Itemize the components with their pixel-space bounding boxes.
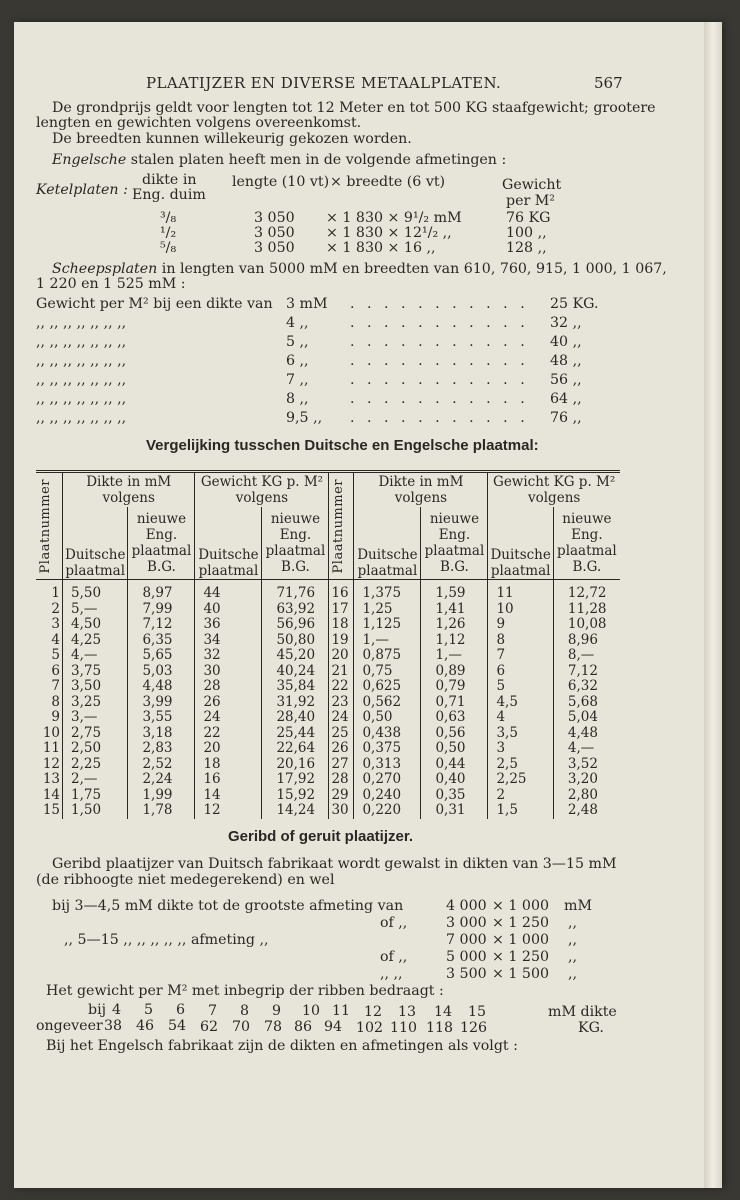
- table-cell: 50,80: [262, 633, 329, 649]
- table-cell: 11,28: [553, 602, 620, 618]
- table-cell: 4,—: [553, 741, 620, 757]
- gewicht-lead: ,, ,, ,, ,, ,, ,, ,,: [36, 372, 127, 388]
- table-cell: 56,96: [262, 617, 329, 633]
- header-duitsche: Duitsche plaatmal: [354, 507, 421, 580]
- table-row: [36, 695, 620, 711]
- table-cell: 0,313: [354, 757, 421, 773]
- table-cell: 0,875: [354, 648, 421, 664]
- table-cell: 1,5: [488, 803, 553, 819]
- table-cell: 24: [329, 710, 354, 726]
- table-cell: 24: [195, 710, 262, 726]
- gewicht-value: 94: [324, 1019, 343, 1036]
- table-cell: 30: [195, 664, 262, 680]
- table-cell: 8,97: [128, 580, 195, 602]
- ketel-row-3-lengte: 3 050: [254, 240, 295, 256]
- table-row: [36, 772, 620, 788]
- ketel-row-2-dikte: ¹/₂: [160, 225, 177, 241]
- gewicht-lead: Gewicht per M² bij een dikte van: [36, 296, 273, 312]
- intro-line-3: De breedten kunnen willekeurig gekozen worden.: [52, 131, 412, 147]
- table-cell: 2,24: [128, 772, 195, 788]
- table-cell: 26: [329, 741, 354, 757]
- table-cell: 0,438: [354, 726, 421, 742]
- header-duitsche: Duitsche plaatmal: [63, 507, 128, 580]
- table-cell: 1,26: [421, 617, 488, 633]
- dim-row-b: × 1 000: [492, 932, 550, 948]
- table-cell: 1,375: [354, 580, 421, 602]
- table-row: [36, 633, 620, 649]
- table-row: [36, 710, 620, 726]
- ketel-col-gewicht-2: per M²: [506, 193, 555, 209]
- gewicht-dikte: 4 ,,: [286, 315, 309, 331]
- table-cell: 0,625: [354, 679, 421, 695]
- table-cell: 3,50: [63, 679, 128, 695]
- table-cell: 2,25: [63, 757, 128, 773]
- dikte-value: 13: [398, 1003, 417, 1020]
- gewicht-value: 70: [232, 1018, 251, 1035]
- leader-dots: . . . . . . . . . . .: [350, 334, 529, 350]
- table-cell: 30: [329, 803, 354, 819]
- leader-dots: . . . . . . . . . . .: [350, 372, 529, 388]
- table-cell: 1,41: [421, 602, 488, 618]
- table-cell: 5,03: [128, 664, 195, 680]
- table-cell: 20: [195, 741, 262, 757]
- ketel-row-2-gewicht: 100 ,,: [506, 225, 547, 241]
- geribd-p1-line-1: Geribd plaatijzer van Duitsch fabrikaat wordt gewalst in dikten van 3—15 mM: [52, 856, 617, 872]
- ketel-row-1-lengte: 3 050: [254, 210, 295, 226]
- gewicht-value: 64 ,,: [550, 391, 582, 407]
- leader-dots: . . . . . . . . . . .: [350, 391, 529, 407]
- table-cell: 0,63: [421, 710, 488, 726]
- header-nieuwe: nieuwe Eng. plaatmal B.G.: [128, 507, 195, 580]
- table-cell: 17: [329, 602, 354, 618]
- intro-line-2: lengten en gewichten volgens overeenkomst.: [36, 115, 362, 131]
- table-cell: 0,50: [421, 741, 488, 757]
- table-cell: 8,—: [553, 648, 620, 664]
- table-cell: 40,24: [262, 664, 329, 680]
- dim-row-u: ,,: [568, 915, 578, 931]
- table-cell: 3,55: [128, 710, 195, 726]
- ketel-row-2-breedte: × 1 830 × 12¹/₂ ,,: [326, 225, 452, 241]
- table-cell: 5,—: [63, 602, 128, 618]
- table-cell: 1,125: [354, 617, 421, 633]
- table-cell: 1,25: [354, 602, 421, 618]
- table-cell: 22,64: [262, 741, 329, 757]
- table-cell: 0,56: [421, 726, 488, 742]
- table-cell: 4,48: [553, 726, 620, 742]
- gewicht-dikte: 3 mM: [286, 296, 328, 312]
- gewicht-value: 118: [426, 1020, 454, 1036]
- gewicht-value: 78: [264, 1019, 283, 1035]
- dim-row-lead: of ,,: [380, 949, 408, 965]
- table-cell: 9: [51, 709, 60, 725]
- ketel-row-2-lengte: 3 050: [254, 225, 295, 241]
- table-cell: 14: [195, 788, 262, 804]
- table-cell: 3,52: [553, 757, 620, 773]
- dim-row-u: ,,: [568, 966, 578, 982]
- table-cell: 0,375: [354, 741, 421, 757]
- dim-row-u: ,,: [568, 949, 578, 965]
- gewicht-value: 25 KG.: [550, 296, 599, 312]
- table-cell: 26: [195, 695, 262, 711]
- table-cell: 8: [488, 633, 553, 649]
- table-cell: 36: [195, 617, 262, 633]
- table-cell: 1,59: [421, 580, 488, 602]
- header-plaatnummer-right: Plaatnummer: [329, 472, 354, 580]
- header-nieuwe: nieuwe Eng. plaatmal B.G.: [421, 507, 488, 580]
- ketel-col-lengte: lengte (10 vt): [232, 174, 330, 190]
- table-cell: 28: [329, 772, 354, 788]
- table-cell: 0,75: [354, 664, 421, 680]
- table-cell: 3,5: [488, 726, 553, 742]
- table-cell: 3: [51, 616, 60, 632]
- intro-line-1: De grondprijs geldt voor lengten tot 12 Meter en tot 500 KG staafgewicht; grootere: [52, 100, 656, 116]
- table-cell: 5: [51, 647, 60, 663]
- table-cell: 17,92: [262, 772, 329, 788]
- table-cell: 7,12: [553, 664, 620, 680]
- table-cell: 2,80: [553, 788, 620, 804]
- header-gewicht-left: Gewicht KG p. M² volgens: [195, 472, 329, 508]
- table-cell: 12: [195, 803, 262, 819]
- table-cell: 63,92: [262, 602, 329, 618]
- dikte-value: 5: [144, 1002, 154, 1019]
- table-cell: 3,18: [128, 726, 195, 742]
- leader-dots: . . . . . . . . . . .: [350, 315, 529, 331]
- dikte-value: 12: [364, 1003, 383, 1020]
- table-cell: 4,48: [128, 679, 195, 695]
- table-cell: 6: [51, 662, 60, 679]
- table-cell: 13: [42, 771, 60, 787]
- comparison-title: Vergelijking tusschen Duitsche en Engelsche plaatmal:: [146, 437, 539, 454]
- table-cell: 8,96: [553, 633, 620, 649]
- table-cell: 5,50: [63, 580, 128, 602]
- intro-line-4: [52, 152, 506, 168]
- dim-row-lead: ,, ,,: [380, 966, 403, 982]
- page-number: 567: [594, 74, 623, 92]
- dim-row-a: 4 000: [446, 898, 487, 914]
- comparison-body: [36, 580, 620, 819]
- running-header: PLAATIJZER EN DIVERSE METAALPLATEN.: [146, 74, 502, 92]
- table-cell: 0,31: [421, 803, 488, 819]
- table-cell: 15: [42, 802, 60, 818]
- table-cell: 1,12: [421, 633, 488, 649]
- table-cell: 20,16: [262, 757, 329, 773]
- table-cell: 18: [195, 757, 262, 773]
- header-plaatnummer-left: Plaatnummer: [36, 472, 63, 580]
- gewicht-dikte: 8 ,,: [286, 391, 309, 407]
- table-cell: 3,20: [553, 772, 620, 788]
- table-cell: 11: [488, 580, 553, 602]
- gewicht-value: 46: [136, 1018, 155, 1035]
- table-cell: 7: [488, 648, 553, 664]
- ketel-row-3-gewicht: 128 ,,: [506, 240, 547, 256]
- table-cell: 1,78: [128, 803, 195, 819]
- comparison-table: [36, 470, 620, 819]
- table-cell: 25: [329, 726, 354, 742]
- leader-dots: . . . . . . . . . . .: [350, 296, 529, 312]
- dim-row-b: × 1 250: [492, 949, 550, 965]
- gewicht-dikte: 7 ,,: [286, 372, 309, 388]
- table-cell: 2,5: [488, 757, 553, 773]
- gewicht-value: 56 ,,: [550, 372, 582, 388]
- intro-line-4-rest: stalen platen heeft men in de volgende afmetingen :: [130, 152, 507, 168]
- ketel-col-dikte-2: Eng. duim: [132, 187, 206, 203]
- header-gewicht-right: Gewicht KG p. M² volgens: [488, 472, 620, 508]
- table-cell: 19: [329, 633, 354, 649]
- dikte-value: 6: [176, 1002, 186, 1019]
- gewicht-dikte: 5 ,,: [286, 334, 309, 350]
- ketelplaten-label: Ketelplaten :: [36, 182, 128, 198]
- table-cell: 6,35: [128, 633, 195, 649]
- gewicht-unit: KG.: [578, 1020, 604, 1036]
- dim-row-u: mM: [564, 898, 592, 914]
- table-cell: 10,08: [553, 617, 620, 633]
- table-cell: 28: [195, 679, 262, 695]
- table-cell: 2,75: [63, 726, 128, 742]
- dikte-value: 9: [272, 1003, 282, 1019]
- scheepsplaten-text: in lengten van 5000 mM en breedten van 610, 760, 915, 1 000, 1 067,: [161, 261, 667, 277]
- table-cell: 20: [329, 648, 354, 664]
- table-cell: 32: [195, 648, 262, 664]
- page-edge: [704, 22, 722, 1188]
- table-cell: 0,44: [421, 757, 488, 773]
- table-cell: 1,—: [421, 648, 488, 664]
- gewicht-value: 38: [104, 1018, 123, 1034]
- table-cell: 3,25: [63, 695, 128, 711]
- header-duitsche: Duitsche plaatmal: [488, 507, 553, 580]
- dim-row-a: 3 000: [446, 915, 487, 931]
- table-cell: 16: [329, 580, 354, 602]
- table-cell: 5,68: [553, 695, 620, 711]
- table-row: [36, 788, 620, 804]
- ketel-row-1-breedte: × 1 830 × 9¹/₂ mM: [326, 210, 462, 226]
- header-dikte-left: Dikte in mM volgens: [63, 472, 195, 508]
- table-cell: 4: [488, 710, 553, 726]
- table-cell: 1: [51, 585, 60, 601]
- table-cell: 14,24: [262, 803, 329, 819]
- table-row: [36, 803, 620, 819]
- table-row: [36, 664, 620, 680]
- table-cell: 5: [488, 679, 553, 695]
- table-cell: 1,75: [63, 788, 128, 804]
- gewicht-value: 40 ,,: [550, 334, 582, 350]
- engelsche-label: Engelsche: [52, 152, 127, 168]
- table-cell: 2: [488, 788, 553, 804]
- table-cell: 4,—: [63, 648, 128, 664]
- gewicht-lead: ,, ,, ,, ,, ,, ,, ,,: [36, 353, 127, 369]
- header-duitsche: Duitsche plaatmal: [195, 507, 262, 580]
- table-row: [36, 757, 620, 773]
- dikte-value: 10: [302, 1003, 321, 1020]
- scheepsplaten-line-2: 1 220 en 1 525 mM :: [36, 276, 186, 292]
- table-cell: 2: [51, 600, 60, 617]
- gewicht-lead: ,, ,, ,, ,, ,, ,, ,,: [36, 391, 127, 407]
- gewicht-value: 62: [200, 1018, 219, 1035]
- table-cell: 23: [329, 695, 354, 711]
- dikte-value: 4: [112, 1002, 122, 1018]
- table-cell: 1,—: [354, 633, 421, 649]
- table-cell: 2,52: [128, 757, 195, 773]
- ketel-row-3-breedte: × 1 830 × 16 ,,: [326, 240, 436, 256]
- table-cell: 4,25: [63, 633, 128, 649]
- table-row: [36, 726, 620, 742]
- table-cell: 0,71: [421, 695, 488, 711]
- table-cell: 44: [195, 580, 262, 602]
- table-row: [36, 617, 620, 633]
- header-nieuwe: nieuwe Eng. plaatmal B.G.: [553, 507, 620, 580]
- ketel-col-gewicht-1: Gewicht: [502, 177, 562, 193]
- table-cell: 4: [51, 631, 60, 648]
- table-cell: 18: [329, 617, 354, 633]
- table-cell: 25,44: [262, 726, 329, 742]
- gewicht-value: 102: [356, 1019, 384, 1036]
- table-cell: 10: [488, 602, 553, 618]
- table-cell: 5,04: [553, 710, 620, 726]
- dikte-unit: mM dikte: [548, 1004, 617, 1020]
- table-cell: 45,20: [262, 648, 329, 664]
- table-cell: 7,12: [128, 617, 195, 633]
- geribd-gewicht-line: Het gewicht per M² met inbegrip der ribben bedraagt :: [46, 983, 444, 999]
- dim-row-a: 3 500: [446, 966, 487, 982]
- gewicht-lead: ,, ,, ,, ,, ,, ,, ,,: [36, 315, 127, 331]
- dikte-value: 7: [208, 1002, 218, 1019]
- dim-row-a: 7 000: [446, 932, 487, 948]
- dikte-value: 14: [434, 1004, 453, 1020]
- dim-row-b: × 1 500: [492, 966, 550, 982]
- table-cell: 4,5: [488, 695, 553, 711]
- ketel-col-breedte: × breedte (6 vt): [330, 174, 446, 190]
- dikte-label: bij: [88, 1002, 107, 1018]
- gewicht-dikte: 6 ,,: [286, 353, 309, 369]
- ketel-row-1-gewicht: 76 KG: [506, 210, 551, 226]
- table-cell: 29: [329, 788, 354, 804]
- geribd-title: Geribd of geruit plaatijzer.: [228, 828, 414, 845]
- table-cell: 1,99: [128, 788, 195, 804]
- scheepsplaten-line-1: [52, 261, 667, 277]
- ketel-row-1-dikte: ³/₈: [160, 210, 177, 226]
- ketel-col-dikte-1: dikte in: [142, 172, 197, 188]
- table-cell: 3: [488, 741, 553, 757]
- table-row: [36, 580, 620, 602]
- gewicht-value: 126: [460, 1020, 488, 1037]
- geribd-last-line: Bij het Engelsch fabrikaat zijn de dikten en afmetingen als volgt :: [46, 1038, 518, 1054]
- table-cell: 0,220: [354, 803, 421, 819]
- gewicht-lead: ,, ,, ,, ,, ,, ,, ,,: [36, 410, 127, 426]
- table-cell: 0,240: [354, 788, 421, 804]
- table-cell: 2,50: [63, 741, 128, 757]
- table-cell: 0,270: [354, 772, 421, 788]
- table-cell: 16: [195, 772, 262, 788]
- table-cell: 3,99: [128, 695, 195, 711]
- table-row: [36, 648, 620, 664]
- table-cell: 0,35: [421, 788, 488, 804]
- table-cell: 0,562: [354, 695, 421, 711]
- table-cell: 7,99: [128, 602, 195, 618]
- table-cell: 5,65: [128, 648, 195, 664]
- table-cell: 2,—: [63, 772, 128, 788]
- table-cell: 12: [42, 755, 60, 772]
- dikte-value: 15: [468, 1004, 487, 1021]
- table-row: [36, 602, 620, 618]
- geribd-p1-line-2: (de ribhoogte niet medegerekend) en wel: [36, 872, 335, 888]
- table-cell: 1,50: [63, 803, 128, 819]
- table-cell: 9: [488, 617, 553, 633]
- gewicht-value: 86: [294, 1019, 313, 1036]
- gewicht-value: 48 ,,: [550, 353, 582, 369]
- table-cell: 8: [51, 693, 60, 710]
- header-nieuwe: nieuwe Eng. plaatmal B.G.: [262, 507, 329, 580]
- gewicht-dikte: 9,5 ,,: [286, 410, 323, 426]
- table-cell: 35,84: [262, 679, 329, 695]
- table-cell: 22: [195, 726, 262, 742]
- table-cell: 3,75: [63, 664, 128, 680]
- table-cell: 12,72: [553, 580, 620, 602]
- table-cell: 14: [42, 786, 60, 803]
- table-cell: 0,89: [421, 664, 488, 680]
- dim-row-u: ,,: [568, 932, 578, 948]
- dim-row-b: × 1 250: [492, 915, 550, 931]
- dim-row-a: 5 000: [446, 949, 487, 965]
- gewicht-lead: ,, ,, ,, ,, ,, ,, ,,: [36, 334, 127, 350]
- leader-dots: . . . . . . . . . . .: [350, 410, 529, 426]
- table-cell: 6: [488, 664, 553, 680]
- header-dikte-right: Dikte in mM volgens: [354, 472, 488, 508]
- table-cell: 27: [329, 757, 354, 773]
- gewicht-value: 76 ,,: [550, 410, 582, 426]
- gewicht-value: 110: [390, 1019, 418, 1036]
- table-cell: 15,92: [262, 788, 329, 804]
- gewicht-value: 32 ,,: [550, 315, 582, 331]
- dim-row-lead: of ,,: [380, 915, 408, 931]
- table-cell: 4,50: [63, 617, 128, 633]
- table-cell: 6,32: [553, 679, 620, 695]
- table-cell: 34: [195, 633, 262, 649]
- table-cell: 0,50: [354, 710, 421, 726]
- dim-row-b: × 1 000: [492, 898, 550, 914]
- scheepsplaten-label: Scheepsplaten: [52, 261, 158, 277]
- table-cell: 71,76: [262, 580, 329, 602]
- table-row: [36, 741, 620, 757]
- table-cell: 28,40: [262, 710, 329, 726]
- gewicht-value: 54: [168, 1018, 187, 1035]
- table-cell: 7: [51, 678, 60, 694]
- table-cell: 2,48: [553, 803, 620, 819]
- table-row: [36, 679, 620, 695]
- table-cell: 0,79: [421, 679, 488, 695]
- table-cell: 22: [329, 679, 354, 695]
- dikte-value: 11: [332, 1003, 351, 1020]
- table-cell: 2,83: [128, 741, 195, 757]
- dikte-value: 8: [240, 1002, 250, 1019]
- table-cell: 2,25: [488, 772, 553, 788]
- table-cell: 10: [42, 724, 60, 741]
- table-cell: 21: [329, 664, 354, 680]
- dim-row-lead: ,, 5—15 ,, ,, ,, ,, ,, afmeting ,,: [64, 932, 269, 948]
- book-page: [14, 22, 722, 1188]
- leader-dots: . . . . . . . . . . .: [350, 353, 529, 369]
- ketel-row-3-dikte: ⁵/₈: [160, 240, 177, 256]
- table-cell: 3,—: [63, 710, 128, 726]
- table-cell: 40: [195, 602, 262, 618]
- table-cell: 31,92: [262, 695, 329, 711]
- gewicht-label: ongeveer: [36, 1018, 103, 1034]
- table-cell: 0,40: [421, 772, 488, 788]
- dim-row-lead: bij 3—4,5 mM dikte tot de grootste afmeting van: [52, 898, 404, 914]
- table-cell: 11: [42, 740, 60, 756]
